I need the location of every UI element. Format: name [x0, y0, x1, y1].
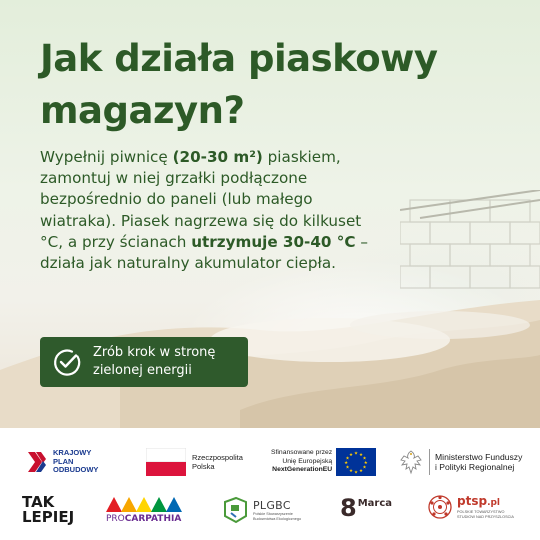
kpo-line-1: KRAJOWY: [53, 448, 92, 457]
description-part-1: Wypełnij piwnicę: [40, 148, 173, 166]
plgbc-sub-1: Polskie Stowarzyszenie: [253, 511, 293, 516]
partner-logos-bar: [0, 428, 540, 540]
kpo-line-3: ODBUDOWY: [53, 465, 99, 475]
ptsp-logo: [427, 494, 514, 520]
svg-text:★: ★: [349, 469, 354, 475]
kpo-line-2: PLAN: [53, 456, 74, 466]
tak-lepiej-logo: [22, 495, 74, 525]
svg-text:★: ★: [344, 461, 349, 466]
ptsp-suffix: .pl: [487, 497, 501, 508]
ministry-line-1: Ministerstwo Funduszy: [435, 452, 523, 462]
svg-text:★: ★: [363, 461, 369, 466]
plgbc-name: PLGBC: [253, 498, 291, 512]
ptsp-sub-1: POLSKIE TOWARZYSTWO: [457, 509, 505, 514]
eu-flag-icon: [336, 448, 376, 476]
plgbc-logo: [222, 496, 301, 524]
description-text: [40, 147, 370, 274]
procarpathia-logo: [106, 496, 182, 524]
white-eagle-emblem-icon: [398, 448, 424, 476]
svg-text:★: ★: [345, 456, 350, 462]
rp-line-1: Rzeczpospolita: [192, 453, 243, 462]
plgbc-leaf-icon: [222, 496, 248, 524]
kpo-logo: [24, 449, 98, 475]
procarpathia-mountains-icon: [106, 496, 182, 512]
green-energy-button-label: Zrób krok w stronę zielonej energii: [93, 345, 216, 378]
description-part-2: piaskiem, zamontuj w niej grzałki podłączone bezpośrednio do paneli (lub małego wiatraka). Piasek nagrzewa się do kilkuset °C, a przy ścianach: [40, 148, 362, 251]
plgbc-sub-2: Budownictwa Ekologicznego: [253, 516, 302, 521]
svg-text:★: ★: [354, 470, 359, 476]
tak-lepiej-line-2: LEPIEJ: [22, 508, 75, 526]
svg-text:★: ★: [345, 465, 350, 471]
8-marca-logo: [340, 494, 392, 522]
green-energy-button[interactable]: [40, 337, 248, 387]
8-marca-number: 8: [340, 494, 357, 522]
description-temperature-highlight: utrzymuje 30-40 °C: [191, 232, 356, 251]
rzeczpospolita-logo: [146, 448, 243, 476]
svg-text:★: ★: [359, 452, 364, 458]
rp-line-2: Polska: [192, 462, 215, 471]
check-circle-icon: [52, 347, 82, 377]
ministry-line-2: i Polityki Regionalnej: [435, 462, 515, 472]
ptsp-sub-2: STUDIOW NAD PRZYSZLOSCIA: [457, 514, 514, 519]
procarpathia-name: CARPATHIA: [124, 514, 182, 524]
svg-text:★: ★: [354, 451, 359, 457]
svg-text:★: ★: [362, 456, 367, 462]
ptsp-name: ptsp: [457, 493, 488, 508]
svg-text:★: ★: [349, 452, 354, 458]
description-part-3: – działa jak naturalny akumulator ciepła.: [40, 232, 368, 273]
ptsp-circle-icon: [427, 494, 453, 520]
description-area-highlight: (20-30 m²): [172, 148, 263, 166]
eu-line-1: Sfinansowane przez: [271, 449, 333, 457]
ministry-logo: [398, 448, 522, 476]
eu-line-3: NextGenerationEU: [272, 466, 333, 474]
procarpathia-prefix: PRO: [106, 514, 125, 524]
8-marca-word: Marca: [357, 498, 393, 509]
eu-line-2: Unię Europejską: [282, 457, 333, 465]
ministry-divider: [429, 449, 430, 475]
svg-text:★: ★: [359, 469, 364, 475]
eu-funding-logo: [271, 448, 376, 476]
tak-lepiej-line-1: TAK: [22, 493, 55, 511]
polish-flag-icon: [146, 448, 186, 476]
page-title: Jak działa piaskowy magazyn?: [40, 37, 438, 132]
kpo-emblem-icon: [24, 450, 48, 474]
svg-text:★: ★: [362, 465, 367, 471]
